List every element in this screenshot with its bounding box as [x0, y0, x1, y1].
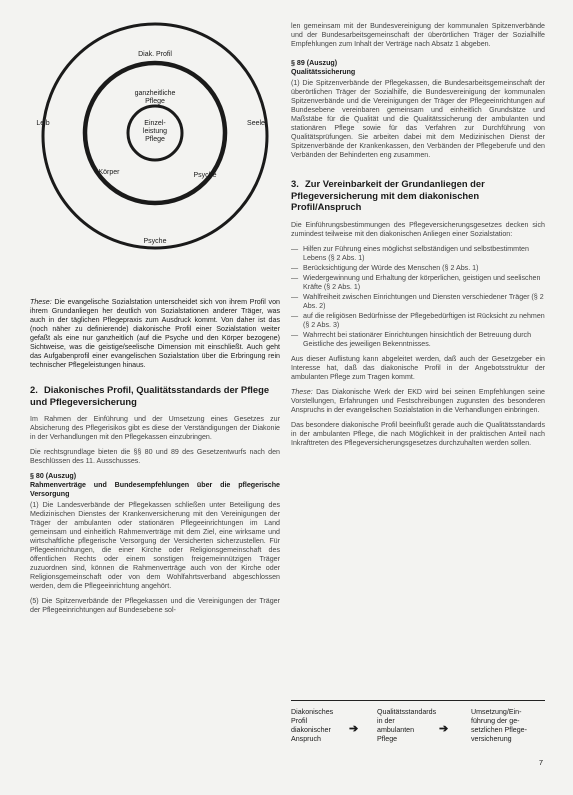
section-3-number: 3.: [291, 178, 299, 189]
list-item: — Hilfen zur Führung eines möglichst selbständigen und selbstbestimmten Lebens (§ 2 Abs. 1): [291, 245, 545, 263]
flow-col-2-line: Qualitätsstandards: [377, 708, 437, 716]
flow-col-2-line: in der: [377, 717, 395, 725]
concentric-circles-diagram: [30, 18, 280, 258]
label-diak-profil: Diak. Profil: [138, 51, 172, 58]
flow-col-3-line: versicherung: [471, 735, 512, 743]
flow-col-1-line: Anspruch: [291, 735, 321, 743]
label-psyche-outer: Psyche: [143, 238, 167, 245]
list-item: — auf die religiösen Bedürfnisse der Pflegebedürftigen ist Rücksicht zu nehmen (§ 2 Abs. 3): [291, 312, 545, 330]
label-psyche-inner: Psyche: [193, 172, 217, 179]
flow-col-1-line: diakonischer: [291, 726, 331, 734]
left-column: [30, 298, 280, 621]
section-3-title: Zur Vereinbarkeit der Grundanliegen der Pflegeversicherung mit dem diakonischen Profil/Anspruch: [291, 178, 485, 212]
flow-col-1-line: Diakonisches: [291, 708, 334, 716]
s89-title: Qualitätssicherung: [291, 68, 356, 76]
final-paragraph: Das besondere diakonische Profil beeinflußt gerade auch die Qualitätsstandards in der ambulanten Pflege, die nach Möglichkeit in der praktischen Anteil nach Inkrafttreten des Pflegeversicherungsgesetzes durchzuhalten werden sollen.: [291, 420, 545, 447]
page-number: 7: [538, 758, 543, 767]
label-ganzheitliche-pflege: ganzheitliche Pflege: [134, 90, 176, 105]
these-label: These:: [30, 298, 52, 306]
s80-head: § 80 (Auszug): [30, 472, 77, 480]
s80-paragraph-1: (1) Die Landesverbände der Pflegekassen schließen unter Beteiligung des Medizinischen Dienstes der Krankenversicherung mit den Vereinigungen der Träger der ambulanten oder stationären Pflegeeinrichtungen im Land gemeinsam und einheitlich Rahmenverträge mit dem Ziel, eine wirksame und wirtschaftliche pflegerische Versorgung der Versicherten sicherzustellen. Für Pflegeeinrichtungen, die einer Kirche oder Religionsgemeinschaft des öffentlichen Rechts oder einem sonstigen freigemeinnützigen Träger zuzuordnen sind, können die Rahmenverträge auch von der Kirche oder Religionsgemeinschaft oder von dem Wohlfahrtsverband abgeschlossen werden, dem die Pflegeeinrichtung angehört.: [30, 501, 280, 590]
s80-title: Rahmenverträge und Bundesempfehlungen über die pflegerische Versorgung: [30, 481, 280, 498]
these-text: Die evangelische Sozialstation unterscheidet sich von ihrem Profil von ihrem Grundanliegen her deutlich von Sozialstationen anderer Träger, was auch in der täglichen Pflegepraxis zum Ausdruck kommt. Von daher ist das (noch näher zu definierende) diakonische Profil einer Sozialstation weiter gefaßt als eine nur ganzheitlich (auf die Psyche und den Körper bezogene) Sichtweise, was die geistige/seelische Dimension mit einschließt. Auch geht das Aufgabenprofil einer evangelischen Sozialstation über die Erbringung rein technischer Pflegeleistungen hinaus.: [30, 298, 280, 369]
flow-col-3-line: Umsetzung/Ein-: [471, 708, 522, 716]
these-text-right: Das Diakonische Werk der EKD wird bei seinen Empfehlungen seine Vorstellungen, Erfahrungen und Festschreibungen zugunsten des besonderen Anspruchs in der evangelischen Sozialstation in die Verhandlungen einbringen.: [291, 387, 545, 414]
flow-col-2-line: Pflege: [377, 735, 398, 743]
list-item: — Berücksichtigung der Würde des Menschen (§ 2 Abs. 1): [291, 264, 545, 273]
flow-col-2-line: ambulanten: [377, 726, 415, 734]
flow-top-rule: [291, 700, 545, 701]
flow-arrow-2: ➔: [439, 723, 449, 735]
list-item: — Wahlfreiheit zwischen Einrichtungen und Diensten verschiedener Träger (§ 2 Abs. 2): [291, 293, 545, 311]
continuation-paragraph: len gemeinsam mit der Bundesvereinigung der kommunalen Spitzenverbände und der Bundesarbeitsgemeinschaft der überörtlichen Träger der Sozialhilfe Empfehlungen zum Inhalt der Verträge nach Absatz 1 abgeben.: [291, 22, 545, 48]
section-3-list: [291, 245, 545, 349]
s80-paragraph-5: (5) Die Spitzenverbände der Pflegekassen und die Vereinigungen der Träger der Pflegeeinrichtungen auf Bundesebene sol-: [30, 597, 280, 614]
label-leib: Leib: [36, 120, 50, 127]
flow-col-3-line: setzlichen Pflege-: [471, 726, 527, 734]
these-paragraph-right: [291, 388, 545, 415]
section-2-title: Diakonisches Profil, Qualitätsstandards der Pflege und Pflegeversicherung: [30, 384, 270, 407]
flow-arrow-1: ➔: [349, 723, 359, 735]
section-2-number: 2.: [30, 384, 38, 395]
section-3-intro: Die Einführungsbestimmungen des Pflegeversicherungsgesetzes decken sich zumindest teilweise mit den diakonischen Anliegen einer Sozialstation:: [291, 220, 545, 238]
list-item: — Wiedergewinnung und Erhaltung der körperlichen, geistigen und seelischen Kräfte (§ 2 Abs. 1): [291, 274, 545, 292]
section-3-heading: [291, 178, 545, 213]
paragraph-after-list: Aus dieser Auflistung kann abgeleitet werden, daß auch der Gesetzgeber ein Interesse hat, daß das diakonische Profil in der Angebotsstruktur der ambulanten Pflege zum Tragen kommt.: [291, 354, 545, 381]
flow-col-3: [471, 708, 545, 744]
flow-col-3-line: führung der ge-: [471, 717, 520, 725]
s89-paragraph-1: (1) Die Spitzenverbände der Pflegekassen, die Bundesarbeitsgemeinschaft der überörtlichen Träger der Sozialhilfe, die Bundesvereinigung der kommunalen Spitzenverbände und die Vereinigungen der Träger der Pflegeeinrichtungen auf Bundesebene vereinbaren gemeinsam und einheitlich Grundsätze und Maßstäbe für die Qualität und die Qualitätssicherung der ambulanten und stationären Pflege sowie für das Verfahren zur Durchführung von Qualitätsprüfungen. Sie arbeiten dabei mit dem Medizinischen Dienst der Spitzenverbände der Krankenkassen, den Verbänden der Pflegeberufe und den Verbänden der Behinderten eng zusammen.: [291, 79, 545, 159]
section-2-heading: [30, 384, 280, 407]
label-einzelleistung-pflege: Einzel- leistung Pflege: [142, 120, 168, 143]
section-2-paragraph-1: Im Rahmen der Einführung und der Umsetzung eines Gesetzes zur Absicherung des Pflegerisikos gibt es diese der Verständigungen der Diakonie in der Verhandlungen mit den Pflegekassen einzubringen.: [30, 415, 280, 441]
flow-box: [291, 700, 545, 743]
label-seele: Seele: [247, 120, 265, 127]
these-label-right: These:: [291, 387, 313, 396]
s89-head: § 89 (Auszug): [291, 59, 338, 67]
list-item: — Wahrrecht bei stationärer Einrichtungen hinsichtlich der Betreuung durch Geistliche des jeweiligen Bekenntnisses.: [291, 331, 545, 349]
section-2-paragraph-2: Die rechtsgrundlage bieten die §§ 80 und 89 des Gesetzentwurfs nach den Beschlüssen des 11. Ausschusses.: [30, 448, 280, 465]
right-column: [291, 22, 545, 454]
these-paragraph-left: [30, 298, 280, 370]
flow-col-1-line: Profil: [291, 717, 308, 725]
label-koerper: Körper: [98, 169, 120, 176]
